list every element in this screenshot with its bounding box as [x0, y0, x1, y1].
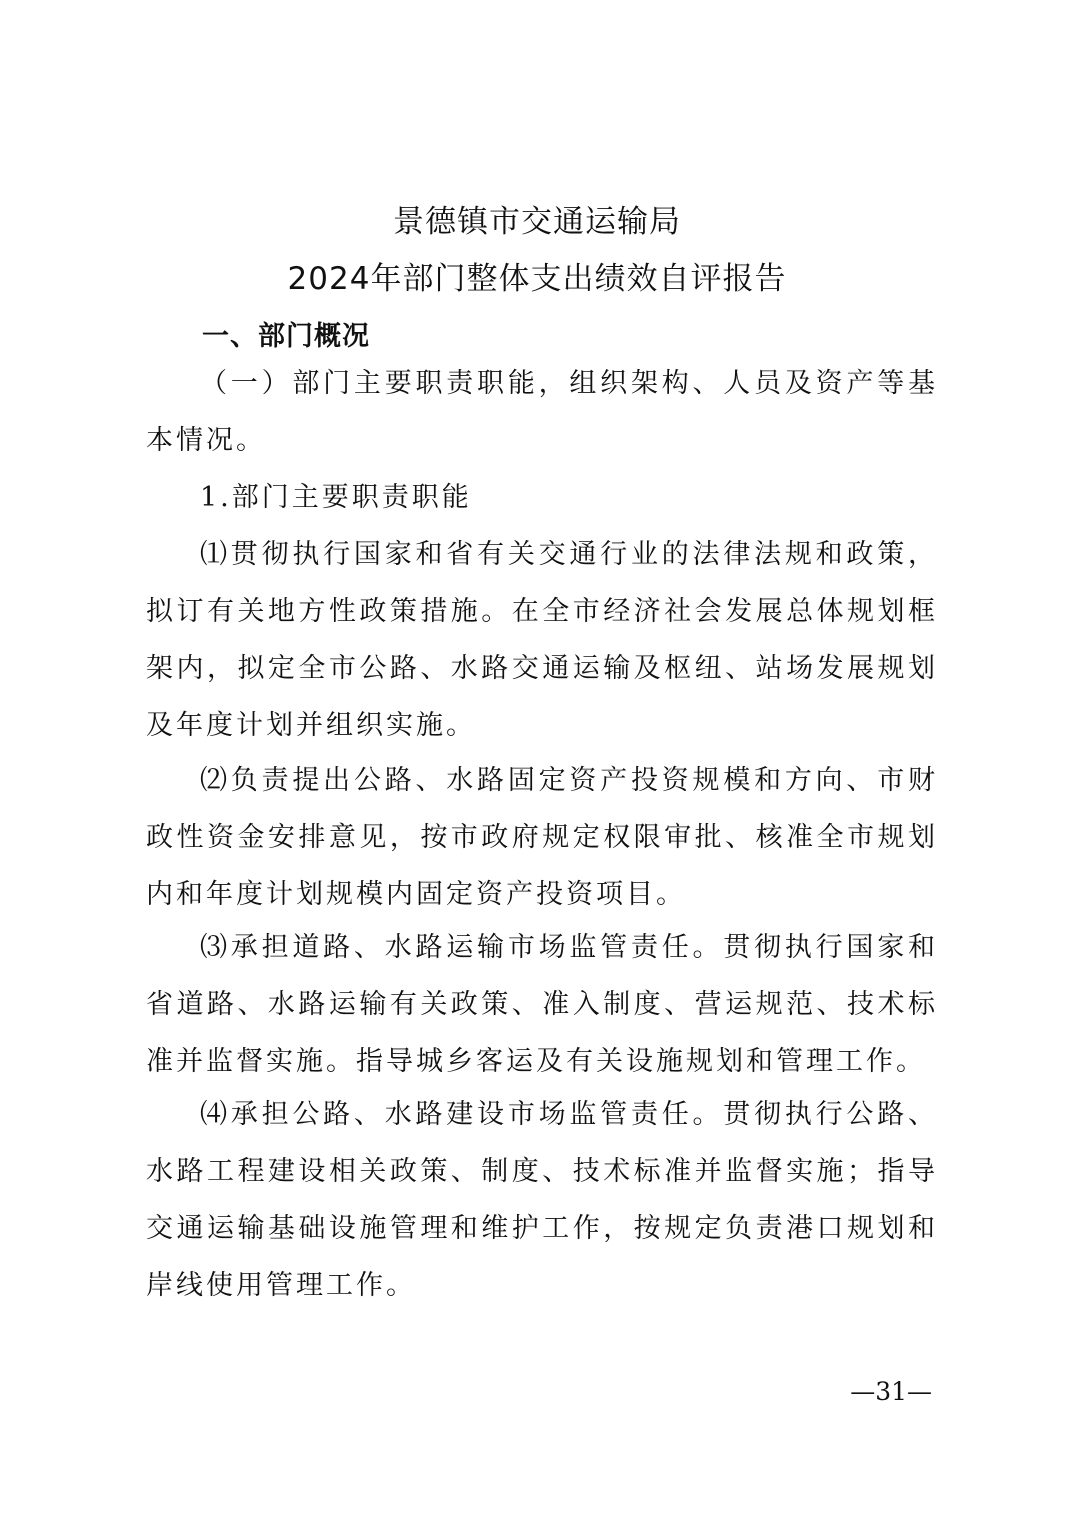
page-number: —31—	[850, 1377, 932, 1406]
document-title-line1: 景德镇市交通运输局	[393, 204, 681, 240]
document-title-line2: 2024年部门整体支出绩效自评报告	[287, 261, 787, 297]
paragraph-duty-1: ⑴贯彻执行国家和省有关交通行业的法律法规和政策，拟订有关地方性政策措施。在全市经济社会发展总体规划框架内，拟定全市公路、水路交通运输及枢纽、站场发展规划及年度计划并组织实施。	[146, 539, 938, 741]
paragraph-duty-3: ⑶承担道路、水路运输市场监管责任。贯彻执行国家和省道路、水路运输有关政策、准入制度、营运规范、技术标准并监督实施。指导城乡客运及有关设施规划和管理工作。	[146, 932, 938, 1077]
paragraph-duty-2: ⑵负责提出公路、水路固定资产投资规模和方向、市财政性资金安排意见，按市政府规定权限审批、核准全市规划内和年度计划规模内固定资产投资项目。	[146, 765, 938, 910]
paragraph-item-heading: 1.部门主要职责职能	[200, 482, 472, 513]
section-heading: 一、部门概况	[202, 321, 370, 352]
paragraph-duty-4: ⑷承担公路、水路建设市场监管责任。贯彻执行公路、水路工程建设相关政策、制度、技术标准并监督实施；指导交通运输基础设施管理和维护工作，按规定负责港口规划和岸线使用管理工作。	[146, 1099, 938, 1301]
paragraph-subsection-heading: （一）部门主要职责职能，组织架构、人员及资产等基本情况。	[146, 368, 938, 456]
